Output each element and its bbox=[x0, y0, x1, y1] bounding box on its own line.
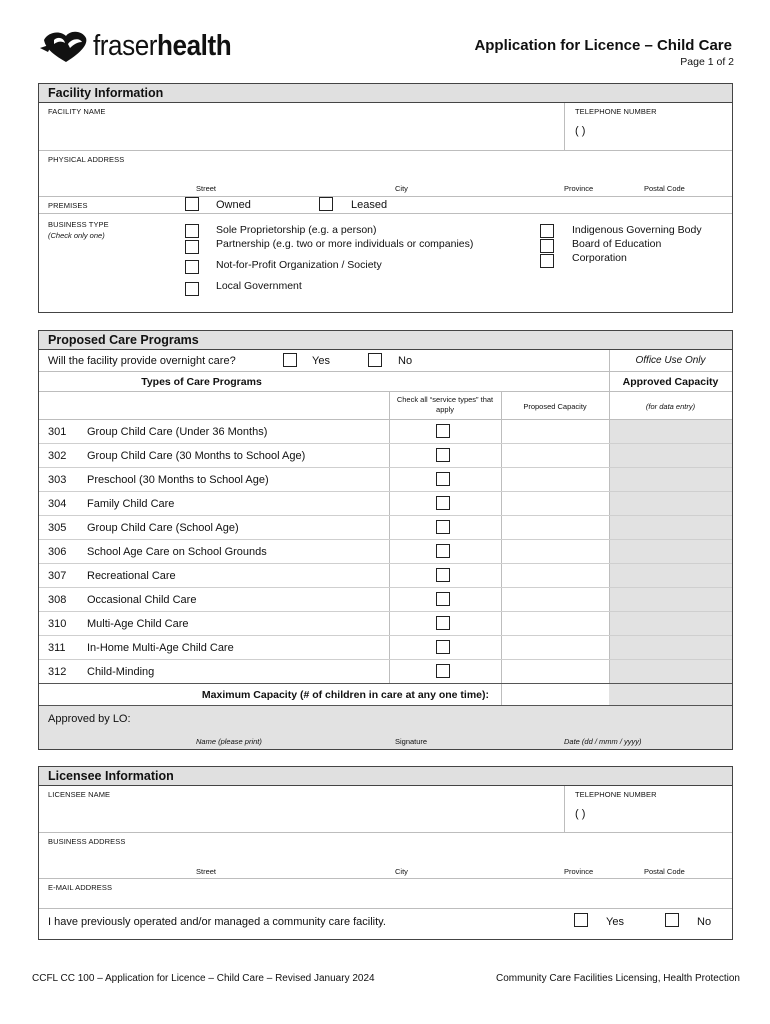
email-row[interactable] bbox=[39, 879, 732, 909]
business-address-row[interactable] bbox=[39, 833, 732, 879]
partnership-checkbox[interactable] bbox=[185, 240, 199, 254]
proposed-capacity-header: Proposed Capacity bbox=[523, 402, 587, 411]
programs-heading: Proposed Care Programs bbox=[39, 331, 732, 350]
province-sublabel: Province bbox=[564, 184, 594, 193]
program-code: 311 bbox=[48, 642, 66, 654]
program-checkbox[interactable] bbox=[436, 640, 450, 654]
signature-sublabel: Signature bbox=[395, 737, 428, 746]
licensee-name-row bbox=[39, 786, 732, 833]
program-checkbox[interactable] bbox=[436, 616, 450, 630]
not-for-profit-checkbox[interactable] bbox=[185, 260, 199, 274]
program-code: 305 bbox=[48, 522, 67, 534]
program-row bbox=[39, 612, 732, 636]
document-title: Application for Licence – Child Care bbox=[474, 37, 732, 54]
program-row bbox=[39, 516, 732, 540]
program-checkbox[interactable] bbox=[436, 472, 450, 486]
office-use-label: Office Use Only bbox=[635, 355, 706, 366]
previous-yes-label: Yes bbox=[606, 916, 624, 928]
city-sublabel: City bbox=[395, 184, 408, 193]
bird-heart-icon bbox=[38, 26, 92, 66]
province-sublabel: Province bbox=[564, 867, 594, 876]
owned-checkbox[interactable] bbox=[185, 197, 199, 211]
program-name: Family Child Care bbox=[87, 498, 175, 510]
facility-information-section bbox=[38, 83, 733, 313]
facility-telephone-field[interactable]: ( ) bbox=[575, 125, 586, 137]
city-sublabel: City bbox=[395, 867, 408, 876]
previous-operation-row bbox=[39, 909, 732, 938]
program-row bbox=[39, 492, 732, 516]
program-code: 307 bbox=[48, 570, 67, 582]
program-code: 308 bbox=[48, 594, 67, 606]
program-checkbox[interactable] bbox=[436, 544, 450, 558]
premises-label: PREMISES bbox=[48, 201, 88, 210]
max-capacity-label: Maximum Capacity (# of children in care at any one time): bbox=[201, 689, 489, 701]
data-entry-header: (for data entry) bbox=[645, 402, 696, 411]
program-checkbox[interactable] bbox=[436, 592, 450, 606]
program-name: Multi-Age Child Care bbox=[87, 618, 189, 630]
overnight-no-checkbox[interactable] bbox=[368, 353, 382, 367]
program-row bbox=[39, 660, 732, 683]
business-type-row bbox=[39, 214, 732, 310]
program-name: Group Child Care (School Age) bbox=[87, 522, 239, 534]
corporation-checkbox[interactable] bbox=[540, 254, 554, 268]
program-row bbox=[39, 564, 732, 588]
overnight-yes-label: Yes bbox=[312, 355, 330, 367]
indigenous-body-label: Indigenous Governing Body bbox=[572, 224, 702, 236]
program-checkbox[interactable] bbox=[436, 568, 450, 582]
program-code: 312 bbox=[48, 666, 67, 678]
footer-department: Community Care Facilities Licensing, Health Protection bbox=[496, 973, 740, 984]
owned-label: Owned bbox=[216, 199, 251, 211]
facility-name-row bbox=[39, 103, 732, 151]
program-checkbox[interactable] bbox=[436, 424, 450, 438]
physical-address-row[interactable] bbox=[39, 151, 732, 197]
program-name: Group Child Care (Under 36 Months) bbox=[87, 426, 268, 438]
types-heading: Types of Care Programs bbox=[141, 376, 262, 388]
not-for-profit-label: Not-for-Profit Organization / Society bbox=[216, 259, 382, 271]
facility-name-field[interactable] bbox=[39, 103, 564, 150]
footer-form-id: CCFL CC 100 – Application for Licence – Child Care – Revised January 2024 bbox=[32, 973, 375, 984]
licensee-name-label: LICENSEE NAME bbox=[48, 790, 111, 799]
program-name: Child-Minding bbox=[87, 666, 155, 678]
licensee-telephone-field[interactable]: ( ) bbox=[575, 808, 586, 820]
street-sublabel: Street bbox=[196, 867, 217, 876]
program-row bbox=[39, 540, 732, 564]
name-print-sublabel: Name (please print) bbox=[196, 737, 262, 746]
program-checkbox[interactable] bbox=[436, 664, 450, 678]
program-name: School Age Care on School Grounds bbox=[87, 546, 267, 558]
physical-address-label: PHYSICAL ADDRESS bbox=[48, 155, 125, 164]
previous-no-label: No bbox=[697, 916, 712, 928]
postal-code-sublabel: Postal Code bbox=[644, 867, 685, 876]
overnight-question: Will the facility provide overnight care? bbox=[48, 355, 236, 367]
local-government-label: Local Government bbox=[216, 280, 302, 292]
types-heading-row bbox=[39, 372, 732, 392]
licensee-information-section bbox=[38, 766, 733, 940]
program-code: 306 bbox=[48, 546, 67, 558]
fraser-health-logo bbox=[38, 26, 247, 66]
licensee-telephone-label: TELEPHONE NUMBER bbox=[575, 790, 657, 799]
previous-no-checkbox[interactable] bbox=[665, 913, 679, 927]
facility-telephone-label: TELEPHONE NUMBER bbox=[575, 107, 657, 116]
email-label: E-MAIL ADDRESS bbox=[48, 883, 113, 892]
premises-row bbox=[39, 197, 732, 214]
program-code: 302 bbox=[48, 450, 67, 462]
leased-checkbox[interactable] bbox=[319, 197, 333, 211]
facility-heading: Facility Information bbox=[39, 84, 732, 103]
care-programs-section bbox=[38, 330, 733, 750]
program-checkbox[interactable] bbox=[436, 520, 450, 534]
program-name: Recreational Care bbox=[87, 570, 176, 582]
program-row bbox=[39, 468, 732, 492]
program-row bbox=[39, 588, 732, 612]
page-number: Page 1 of 2 bbox=[680, 56, 734, 68]
program-code: 303 bbox=[48, 474, 67, 486]
logo-wordmark: fraserhealth bbox=[93, 29, 232, 62]
facility-name-label: FACILITY NAME bbox=[48, 107, 106, 116]
overnight-care-row bbox=[39, 350, 732, 372]
program-code: 301 bbox=[48, 426, 67, 438]
leased-label: Leased bbox=[351, 199, 388, 211]
board-of-education-checkbox[interactable] bbox=[540, 239, 554, 253]
check-all-header: Check all “service types” that apply bbox=[396, 395, 494, 414]
local-government-checkbox[interactable] bbox=[185, 282, 199, 296]
previous-operation-question: I have previously operated and/or managed a community care facility. bbox=[48, 916, 386, 928]
program-rows bbox=[39, 420, 732, 683]
board-of-education-label: Board of Education bbox=[572, 238, 662, 250]
overnight-no-label: No bbox=[398, 355, 413, 367]
max-capacity-row bbox=[39, 683, 732, 706]
date-sublabel: Date (dd / mmm / yyyy) bbox=[564, 737, 642, 746]
program-name: Preschool (30 Months to School Age) bbox=[87, 474, 269, 486]
program-checkbox[interactable] bbox=[436, 496, 450, 510]
column-header-row bbox=[39, 392, 732, 420]
approved-by-row bbox=[39, 706, 732, 749]
previous-yes-checkbox[interactable] bbox=[574, 913, 588, 927]
postal-code-sublabel: Postal Code bbox=[644, 184, 685, 193]
overnight-yes-checkbox[interactable] bbox=[283, 353, 297, 367]
sole-proprietorship-label: Sole Proprietorship (e.g. a person) bbox=[216, 224, 377, 236]
corporation-label: Corporation bbox=[572, 252, 627, 264]
street-sublabel: Street bbox=[196, 184, 217, 193]
licensee-name-field[interactable] bbox=[39, 786, 564, 832]
approved-by-label: Approved by LO: bbox=[48, 713, 131, 725]
program-name: In-Home Multi-Age Child Care bbox=[87, 642, 234, 654]
max-capacity-field[interactable] bbox=[501, 684, 609, 705]
program-row bbox=[39, 420, 732, 444]
program-checkbox[interactable] bbox=[436, 448, 450, 462]
program-code: 304 bbox=[48, 498, 67, 510]
program-name: Occasional Child Care bbox=[87, 594, 197, 606]
licensee-heading: Licensee Information bbox=[39, 767, 732, 786]
approved-capacity-heading: Approved Capacity bbox=[622, 376, 719, 388]
business-type-label: BUSINESS TYPE bbox=[48, 220, 109, 229]
business-address-label: BUSINESS ADDRESS bbox=[48, 837, 126, 846]
program-code: 310 bbox=[48, 618, 67, 630]
partnership-label: Partnership (e.g. two or more individuals or companies) bbox=[216, 238, 474, 250]
check-one-note: (Check only one) bbox=[48, 231, 105, 240]
program-row bbox=[39, 636, 732, 660]
sole-proprietorship-checkbox[interactable] bbox=[185, 224, 199, 238]
indigenous-body-checkbox[interactable] bbox=[540, 224, 554, 238]
program-name: Group Child Care (30 Months to School Age) bbox=[87, 450, 306, 462]
program-row bbox=[39, 444, 732, 468]
